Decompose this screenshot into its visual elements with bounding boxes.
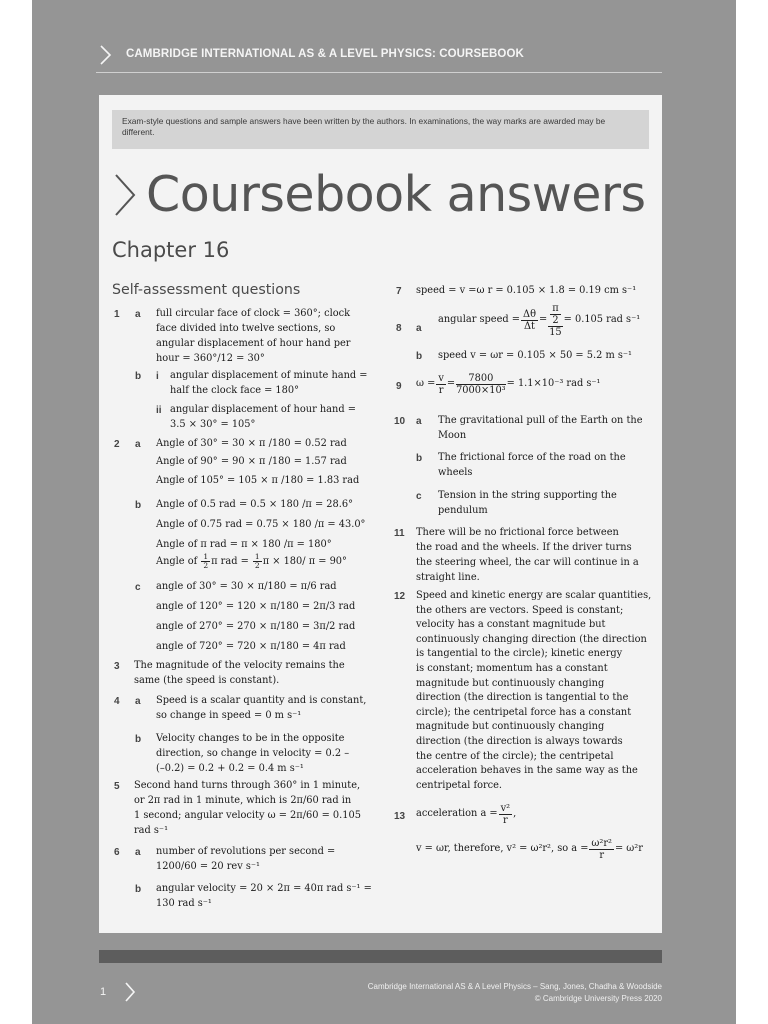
main-heading: [112, 166, 646, 223]
answer-line: magnitude but continuously changing: [416, 678, 605, 689]
answer-line: pendulum: [438, 505, 488, 516]
part-label: b: [135, 500, 142, 511]
part-label: a: [416, 416, 422, 427]
answer-line: centripetal force.: [416, 780, 503, 791]
question-number: 8: [396, 323, 402, 334]
part-label: a: [135, 309, 141, 320]
answer-line: angle of 720° = 720 × π/180 = 4π rad: [156, 641, 346, 652]
answer-line: speed v = ωr = 0.105 × 50 = 5.2 m s⁻¹: [438, 350, 632, 361]
page-number: 1: [100, 986, 107, 998]
part-label: b: [135, 371, 142, 382]
answer-line: direction (the direction is always towards: [416, 736, 623, 747]
answer-line: Angle of 0.75 rad = 0.75 × 180 /π = 43.0°: [156, 519, 366, 530]
footer-band: [99, 950, 662, 963]
answer-line: Moon: [438, 430, 467, 441]
part-label: a: [135, 439, 141, 450]
part-label: c: [416, 491, 422, 502]
question-number: 9: [396, 381, 402, 392]
chevron-right-icon: [112, 170, 138, 220]
chevron-right-icon: [96, 44, 118, 66]
part-label: c: [135, 582, 141, 593]
answer-line: same (the speed is constant).: [134, 675, 280, 686]
answer-line: velocity has a constant magnitude but: [416, 619, 606, 630]
answer-line: the steering wheel, the car will continue in a: [416, 557, 639, 568]
question-number: 10: [394, 416, 406, 427]
answer-line: 1 second; angular velocity ω = 2π/60 = 0.105: [134, 810, 361, 821]
part-label: a: [135, 696, 141, 707]
answer-line: hour = 360°/12 = 30°: [156, 353, 265, 364]
question-number: 5: [114, 781, 120, 792]
answer-line: Second hand turns through 360° in 1 minute,: [134, 780, 361, 791]
answer-line: angular velocity = 20 × 2π = 40π rad s⁻¹ =: [156, 883, 372, 894]
chevron-right-icon[interactable]: [122, 980, 138, 1004]
answer-line: Tension in the string supporting the: [438, 490, 617, 501]
answer-line: (–0.2) = 0.2 + 0.2 = 0.4 m s⁻¹: [156, 763, 304, 774]
answer-line: Angle of $\frac{1}{2}$ π rad = $\frac{1}{2}$ π × 180/ π = 90°: [156, 552, 347, 570]
answer-line: 3.5 × 30° = 105°: [170, 419, 256, 430]
answer-line: magnitude but continuously changing: [416, 721, 605, 732]
question-number: 12: [394, 591, 406, 602]
footer-authors: Cambridge International AS & A Level Physics – Sang, Jones, Chadha & Woodside: [367, 982, 662, 991]
header-title: CAMBRIDGE INTERNATIONAL AS & A LEVEL PHYSICS: COURSEBOOK: [126, 48, 524, 60]
answer-line: wheels: [438, 467, 473, 478]
answer-line: continuously changing direction (the direction: [416, 634, 647, 645]
footer-copyright: © Cambridge University Press 2020: [534, 994, 662, 1003]
answer-line: The magnitude of the velocity remains the: [134, 660, 345, 671]
answer-line: or 2π rad in 1 minute, which is 2π/60 rad in: [134, 795, 352, 806]
answer-line: 1200/60 = 20 rev s⁻¹: [156, 861, 260, 872]
equation: angular speed = $\frac{\Delta\theta}{\Delta t}$ = π 2 15 = 0.105 rad s⁻¹: [438, 302, 641, 338]
section-heading: Self-assessment questions: [112, 282, 301, 298]
answer-line: angle of 30° = 30 × π/180 = π/6 rad: [156, 581, 337, 592]
answer-line: direction, so change in velocity = 0.2 –: [156, 748, 350, 759]
answer-line: Angle of 0.5 rad = 0.5 × 180 /π = 28.6°: [156, 499, 353, 510]
answer-line: angular displacement of hour hand =: [170, 404, 356, 415]
part-label: b: [135, 734, 142, 745]
answer-line: number of revolutions per second =: [156, 846, 336, 857]
question-number: 7: [396, 286, 402, 297]
answer-line: circle); the centripetal force has a constant: [416, 707, 632, 718]
answer-line: straight line.: [416, 572, 480, 583]
question-number: 13: [394, 811, 406, 822]
answer-line: 130 rad s⁻¹: [156, 898, 212, 909]
answer-line: angular displacement of hour hand per: [156, 338, 351, 349]
part-label: a: [416, 323, 422, 334]
answer-line: rad s⁻¹: [134, 825, 169, 836]
answer-line: Angle of 90° = 90 × π /180 = 1.57 rad: [156, 456, 347, 467]
exam-notice: Exam-style questions and sample answers have been written by the authors. In examinations, the way marks are awarded may be different.: [112, 110, 649, 149]
header-divider: [96, 72, 662, 73]
answer-line: Angle of π rad = π × 180 /π = 180°: [156, 539, 332, 550]
question-number: 6: [114, 847, 120, 858]
answer-line: The frictional force of the road on the: [438, 452, 626, 463]
answer-line: acceleration behaves in the same way as the: [416, 765, 638, 776]
equation: v = ωr, therefore, v² = ω²r², so a = $\frac{\text{ω²r²}}{r}$ = ω²r: [416, 837, 643, 861]
answer-line: is tangential to the circle); kinetic energy: [416, 648, 623, 659]
question-number: 11: [394, 528, 405, 539]
part-label: b: [416, 453, 423, 464]
answer-line: Speed is a scalar quantity and is constant,: [156, 695, 367, 706]
question-number: 2: [114, 439, 120, 450]
answer-line: full circular face of clock = 360°; clock: [156, 308, 351, 319]
answer-line: the road and the wheels. If the driver turns: [416, 542, 632, 553]
part-label: b: [135, 884, 142, 895]
part-label: ii: [156, 405, 162, 416]
answer-line: half the clock face = 180°: [170, 385, 300, 396]
answer-line: face divided into twelve sections, so: [156, 323, 336, 334]
answer-line: There will be no frictional force between: [416, 527, 619, 538]
equation: ω = $\frac{v}{r}$ = $\frac{7800}{\text{7000×10³}}$ = 1.1×10⁻³ rad s⁻¹: [416, 372, 601, 396]
answer-line: Velocity changes to be in the opposite: [156, 733, 345, 744]
answer-line: the centre of the circle); the centripetal: [416, 751, 614, 762]
question-number: 3: [114, 661, 120, 672]
question-number: 4: [114, 696, 120, 707]
equation: acceleration a = $\frac{\text{v²}}{r}$ ,: [416, 802, 517, 826]
answer-line: the others are vectors. Speed is constant;: [416, 605, 624, 616]
answer-line: angle of 270° = 270 × π/180 = 3π/2 rad: [156, 621, 356, 632]
answer-line: angle of 120° = 120 × π/180 = 2π/3 rad: [156, 601, 356, 612]
answer-line: direction (the direction is tangential to the: [416, 692, 629, 703]
footer-credits: [368, 981, 662, 1005]
answer-line: speed = v =ω r = 0.105 × 1.8 = 0.19 cm s⁻¹: [416, 285, 637, 296]
part-label: b: [416, 351, 423, 362]
answer-line: angular displacement of minute hand =: [170, 370, 368, 381]
part-label: a: [135, 847, 141, 858]
answer-line: Angle of 105° = 105 × π /180 = 1.83 rad: [156, 475, 360, 486]
answer-line: so change in speed = 0 m s⁻¹: [156, 710, 302, 721]
answer-line: Angle of 30° = 30 × π /180 = 0.52 rad: [156, 438, 347, 449]
answer-line: The gravitational pull of the Earth on the: [438, 415, 643, 426]
answer-line: is constant; momentum has a constant: [416, 663, 608, 674]
chapter-heading: Chapter 16: [112, 238, 230, 262]
question-number: 1: [114, 309, 120, 320]
answer-line: Speed and kinetic energy are scalar quantities,: [416, 590, 652, 601]
part-label: i: [156, 371, 159, 382]
page-title: Coursebook answers: [146, 166, 646, 223]
